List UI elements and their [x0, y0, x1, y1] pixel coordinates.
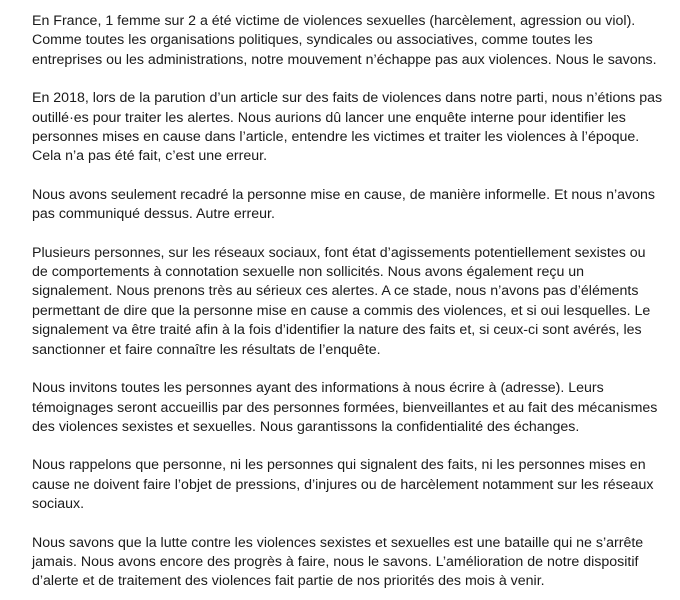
- paragraph-1: En France, 1 femme sur 2 a été victime de violences sexuelles (harcèlement, agression ou viol). Comme toutes les organisations politiques, syndicales ou associatives, comme toutes les entreprises ou les administrations, notre mouvement n’échappe pas aux violences. Nous le savons.: [32, 13, 657, 68]
- paragraph-2: En 2018, lors de la parution d’un article sur des faits de violences dans notre parti, nous n’étions pas outillé·es pour traiter les alertes. Nous aurions dû lancer une enquête interne pour identifier les personnes mises en cause dans l’article, entendre les victimes et traiter les violences à l’époque. Cela n’a pas été fait, c’est une erreur.: [32, 90, 663, 165]
- paragraph-3: Nous avons seulement recadré la personne mise en cause, de manière informelle. Et nous n’avons pas communiqué dessus. Autre erreur.: [32, 186, 656, 223]
- paragraph-5: Nous invitons toutes les personnes ayant des informations à nous écrire à (adresse). Leurs témoignages seront accueillis par des personnes formées, bienveillantes et au fait des mécanismes des violences sexistes et sexuelles. Nous garantissons la confidentialité des échanges.: [32, 380, 658, 435]
- paragraph-6: Nous rappelons que personne, ni les personnes qui signalent des faits, ni les personnes mises en cause ne doivent faire l’objet de pressions, d’injures ou de harcèlement notamment sur les réseaux sociaux.: [32, 457, 654, 513]
- paragraph-7: Nous savons que la lutte contre les violences sexistes et sexuelles est une bataille qui ne s’arrête jamais. Nous avons encore des progrès à faire, nous le savons. L’amélioration de notre dispositif d’alerte et de traitement des violences fait partie de nos priorités des mois à venir.: [32, 534, 644, 590]
- paragraph-4: Plusieurs personnes, sur les réseaux sociaux, font état d’agissements potentiellement sexistes ou de comportements à connotation sexuelle non sollicités. Nous avons également reçu un signalement. Nous prenons très au sérieux ces alertes. A ce stade, nous n’avons pas d’éléments permettant de dire que la personne mise en cause a commis des violences, et si oui lesquelles. Le signalement va être traité afin à la fois d’identifier la nature des faits et, si ceux-ci sont avérés, les sanctionner et faire connaître les résultats de l’enquête.: [32, 244, 651, 358]
